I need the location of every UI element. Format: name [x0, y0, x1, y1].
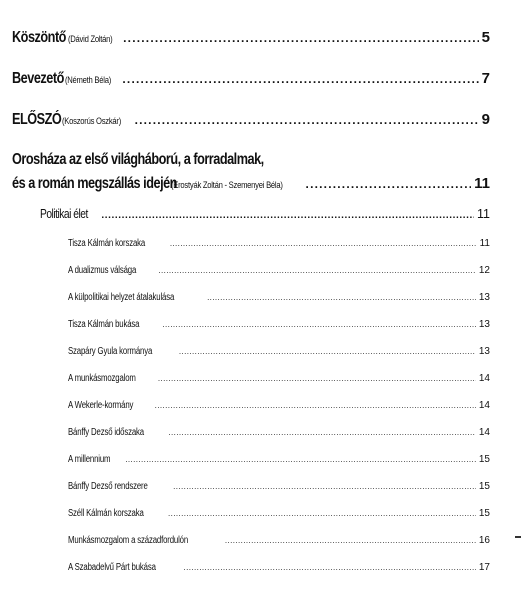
toc-entry-title: Politikai élet — [40, 207, 88, 221]
toc-page-number: 11 — [479, 238, 490, 249]
toc-entry-title: Bevezető — [12, 70, 64, 87]
toc-subentry-title: Tisza Kálmán korszaka — [68, 238, 146, 249]
toc-subentry — [68, 482, 490, 492]
toc-leader-dots — [123, 32, 479, 44]
toc-page-number: 11 — [477, 207, 490, 221]
toc-leader-dots — [162, 321, 475, 329]
toc-page-number: 13 — [478, 292, 490, 303]
toc-subentry-title: A dualizmus válsága — [68, 265, 137, 276]
toc-leader-dots — [306, 178, 472, 190]
toc-page-number: 15 — [478, 454, 490, 465]
toc-page-number: 13 — [478, 319, 490, 330]
toc-subentry-title: A külpolitikai helyzet átalakulása — [68, 292, 175, 303]
toc-subentry — [68, 455, 490, 465]
toc-leader-dots — [184, 564, 476, 572]
toc-page-number: 9 — [481, 111, 490, 128]
toc-subentry-title: Bánffy Dezső időszaka — [68, 427, 144, 438]
toc-subentry-title: A munkásmozgalom — [68, 373, 136, 384]
toc-leader-dots — [207, 294, 476, 302]
toc-entry-bevezeto — [12, 71, 490, 87]
toc-leader-dots — [125, 456, 476, 464]
toc-page-number: 11 — [474, 174, 490, 192]
toc-subentry — [68, 509, 490, 519]
toc-leader-dots — [225, 537, 476, 545]
toc-subentry-title: Széll Kálmán korszaka — [68, 508, 144, 519]
toc-subentry-title: Bánffy Dezső rendszere — [68, 481, 148, 492]
toc-page-number: 14 — [478, 373, 490, 384]
toc-page-number: 15 — [478, 508, 490, 519]
toc-page-number: 5 — [481, 29, 490, 46]
toc-leader-dots — [173, 483, 476, 491]
toc-subentry-title: Munkásmozgalom a századfordulón — [68, 535, 189, 546]
toc-entry-koszonto — [12, 30, 490, 46]
toc-subentry-title: A Wekerle-kormány — [68, 400, 134, 411]
toc-subentry-title: A millennium — [68, 454, 111, 465]
toc-page-number: 17 — [478, 562, 490, 573]
toc-page-number: 16 — [478, 535, 490, 546]
margin-mark — [515, 536, 521, 538]
toc-subentry-title: Tisza Kálmán bukása — [68, 319, 140, 330]
toc-entry-title: ELŐSZÓ — [12, 111, 62, 128]
toc-leader-dots — [101, 211, 474, 221]
toc-leader-dots — [135, 114, 479, 126]
toc-leader-dots — [168, 510, 476, 518]
toc-page-number: 7 — [481, 70, 490, 87]
toc-leader-dots — [155, 402, 476, 410]
toc-entry-title-line1: Orosháza az első világháború, a forradalmak, — [12, 151, 264, 168]
toc-subentry — [68, 266, 490, 276]
toc-subentry-title: A Szabadelvű Párt bukása — [68, 562, 156, 573]
toc-leader-dots — [168, 429, 476, 437]
toc-entry-line2 — [12, 176, 490, 192]
toc-subentry — [68, 563, 490, 573]
toc-entry-oroshaza — [12, 152, 490, 191]
toc-page-number: 12 — [478, 265, 490, 276]
toc-subentry — [68, 320, 490, 330]
toc-entry-politikai-elet — [40, 208, 490, 221]
toc-page-number: 15 — [478, 481, 490, 492]
toc-entry-author: (Németh Béla) — [65, 75, 112, 85]
toc-leader-dots — [158, 267, 476, 275]
toc-subentry — [68, 374, 490, 384]
toc-subentry — [68, 239, 490, 249]
toc-subentry — [68, 347, 490, 357]
toc-subentry-title: Szapáry Gyula kormánya — [68, 346, 153, 357]
toc-entry-title-line2: és a román megszállás idején — [12, 174, 177, 192]
toc-subentry — [68, 428, 490, 438]
toc-entry-author: (Erostyák Zoltán - Szemenyei Béla) — [171, 179, 283, 190]
toc-leader-dots — [170, 240, 477, 248]
toc-page-number: 14 — [478, 427, 490, 438]
toc-entry-author: (Koszorús Oszkár) — [62, 116, 122, 126]
toc-leader-dots — [158, 375, 476, 383]
toc-entry-author: (Dávid Zoltán) — [67, 34, 113, 44]
toc-leader-dots — [122, 73, 478, 85]
toc-page-number: 13 — [478, 346, 490, 357]
toc-entry-eloszo — [12, 112, 490, 128]
toc-page-number: 14 — [478, 400, 490, 411]
toc-subentry — [68, 401, 490, 411]
toc-subentry — [68, 293, 490, 303]
toc-subentry — [68, 536, 490, 546]
toc-entry-title: Köszöntő — [12, 29, 66, 46]
toc-leader-dots — [179, 348, 476, 356]
